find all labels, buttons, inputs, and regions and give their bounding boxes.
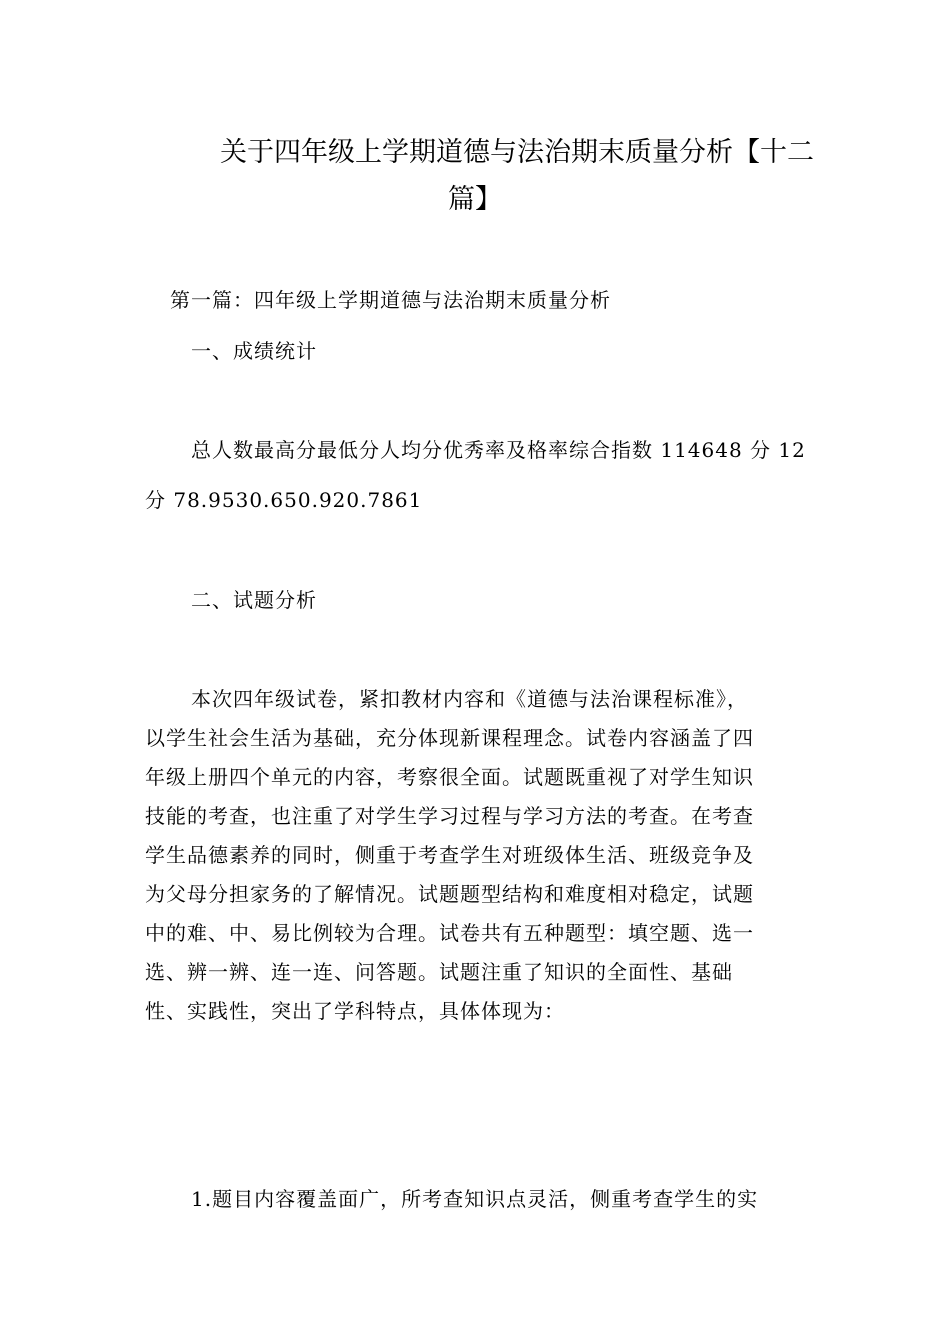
paragraph-line: 性、实践性，突出了学科特点，具体体现为： [145,999,565,1023]
point-1-line: 1.题目内容覆盖面广，所考查知识点灵活，侧重考查学生的实 [191,1187,759,1211]
document-title-line-2: 篇】 [448,184,502,215]
paragraph-line: 为父母分担家务的了解情况。试题题型结构和难度相对稳定，试题 [145,882,754,906]
paragraph-line: 年级上册四个单元的内容，考察很全面。试题既重视了对学生知识 [145,765,754,789]
paragraph-line: 中的难、中、易比例较为合理。试卷共有五种题型：填空题、选一 [145,921,754,945]
analysis-paragraph [145,680,810,1031]
paragraph-line: 学生品德素养的同时，侧重于考查学生对班级体生活、班级竞争及 [145,843,754,867]
paragraph-line: 本次四年级试卷，紧扣教材内容和《道德与法治课程标准》， [191,687,748,711]
document-title-line-1: 关于四年级上学期道德与法治期末质量分析【十二 [220,137,814,168]
score-stats-line-2: 分 78.9530.650.920.7861 [145,488,423,512]
paragraph-line: 技能的考查，也注重了对学生学习过程与学习方法的考查。在考查 [145,804,754,828]
score-stats-line-1: 总人数最高分最低分人均分优秀率及格率综合指数 114648 分 12 [191,438,806,462]
paragraph-line: 以学生社会生活为基础，充分体现新课程理念。试卷内容涵盖了四 [145,726,754,750]
paragraph-line: 选、辨一辨、连一连、问答题。试题注重了知识的全面性、基础 [145,960,733,984]
chapter-subtitle: 第一篇：四年级上学期道德与法治期末质量分析 [170,288,611,312]
point-1-paragraph [145,1180,810,1219]
section-heading-scores: 一、成绩统计 [191,339,317,363]
section-heading-analysis: 二、试题分析 [191,588,317,612]
